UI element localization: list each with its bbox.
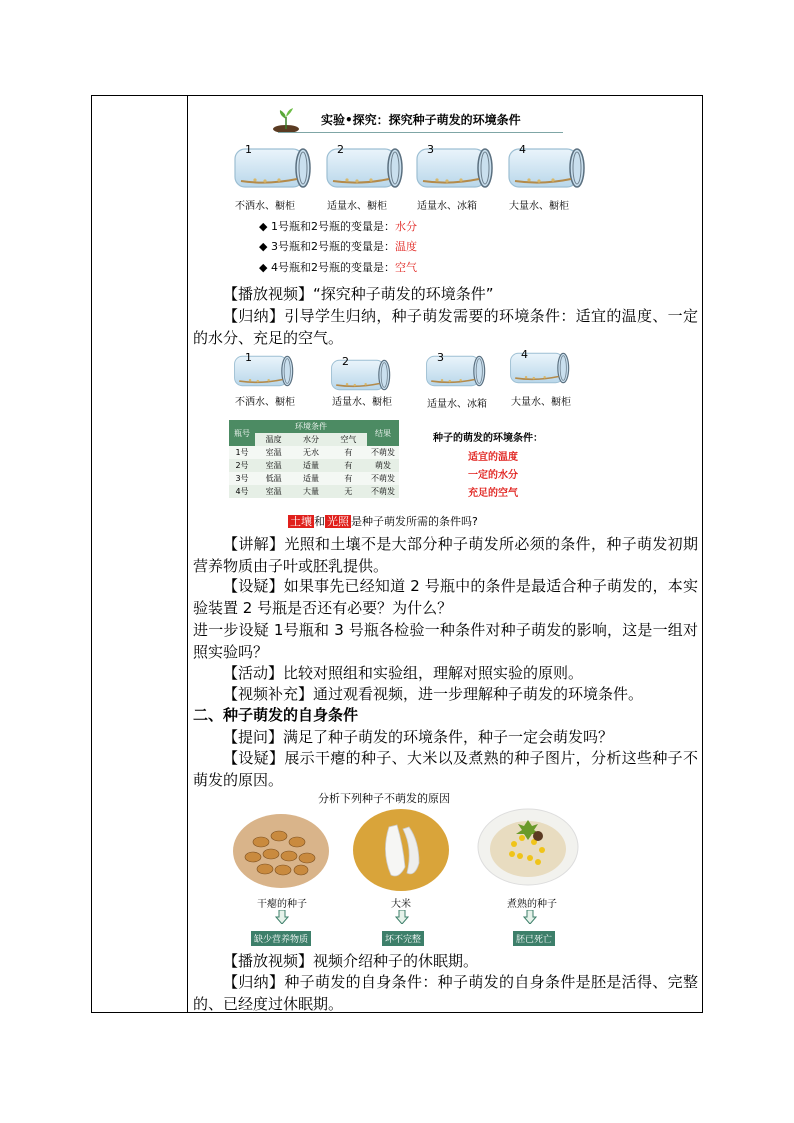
glass-jar-image [233,353,295,393]
condition-item: 一定的水分 [468,470,518,481]
table-header: 瓶号 [229,420,255,446]
table-header: 水分 [292,433,329,446]
glass-jar-image [330,357,392,397]
soil-light-question: 土壤 和 光照 是种子萌发所需的条件吗? [290,515,478,528]
table-header: 环境条件 [255,420,367,433]
table-header: 结果 [367,420,399,446]
table-row: 1号 室温 无水 有 不萌发 [229,446,399,459]
seed-label: 干瘪的种子 [257,899,307,910]
experiment-title: 实验•探究：探究种子萌发的环境条件 [321,113,521,127]
table-header: 空气 [330,433,367,446]
glass-jar-image [509,350,571,390]
variable-item: ◆ 4号瓶和2号瓶的变量是：空气 [259,261,417,274]
paragraph-summary: 【归纳】引导学生归纳，种子萌发需要的环境条件：适宜的温度、一定的水分、充足的空气。 [193,307,698,347]
jar-caption: 适量水、橱柜 [327,201,387,212]
jar-number: 4 [519,143,526,156]
reason-tag: 胚已死亡 [513,931,555,946]
paragraph-play-video: 【播放视频】“探究种子萌发的环境条件” [223,285,494,303]
jar-caption: 大量水、橱柜 [509,201,569,212]
variable-item: ◆ 3号瓶和2号瓶的变量是：温度 [259,240,417,253]
table-row: 2号 室温 适量 有 萌发 [229,459,399,472]
shriveled-seeds-image [231,812,331,890]
paragraph-further-question: 进一步设疑 1号瓶和 3 号瓶各检验一种条件对种子萌发的影响，这是一组对照实验吗？ [193,621,698,661]
condition-item: 适宜的温度 [468,452,518,463]
jar-number: 1 [245,143,252,156]
jar-caption: 适量水、冰箱 [427,399,487,410]
jar-number: 2 [337,143,344,156]
results-table [229,420,399,498]
jar-caption: 适量水、冰箱 [417,201,477,212]
jar-caption: 大量水、橱柜 [511,397,571,408]
sprout-icon [271,105,301,133]
paragraph-explain: 【讲解】光照和土壤不是大部分种子萌发所必须的条件，种子萌发初期营养物质由子叶或胚乳提供。 [193,535,698,575]
reason-tag: 缺少营养物质 [251,931,311,946]
paragraph-video-supplement: 【视频补充】通过观看视频，进一步理解种子萌发的环境条件。 [223,685,644,703]
table-row: 4号 室温 大量 无 不萌发 [229,485,399,498]
down-arrow-icon [275,910,289,924]
cooked-seeds-image [476,806,580,888]
conditions-title: 种子的萌发的环境条件： [433,433,543,444]
reason-tag: 坏不完整 [382,931,424,946]
table-row: 3号 低温 适量 有 不萌发 [229,472,399,485]
paragraph-doubt: 【设疑】展示干瘪的种子、大米以及煮熟的种子图片，分析这些种子不萌发的原因。 [193,749,698,789]
paragraph-dormancy-video: 【播放视频】视频介绍种子的休眠期。 [223,952,479,970]
paragraph-ask: 【提问】满足了种子萌发的环境条件，种子一定会萌发吗？ [223,728,614,746]
jar-caption: 不洒水、橱柜 [235,201,295,212]
down-arrow-icon [523,910,537,924]
seeds-title: 分析下列种子不萌发的原因 [318,792,450,805]
paragraph-activity: 【活动】比较对照组和实验组，理解对照实验的原则。 [223,664,584,682]
jar-number: 3 [437,351,444,364]
condition-item: 充足的空气 [468,488,518,499]
jar-caption: 适量水、橱柜 [332,397,392,408]
jar-number: 3 [427,143,434,156]
variable-item: ◆ 1号瓶和2号瓶的变量是：水分 [259,220,417,233]
section-heading: 二、种子萌发的自身条件 [193,706,359,724]
down-arrow-icon [395,910,409,924]
paragraph-self-conditions: 【归纳】种子萌发的自身条件：种子萌发的自身条件是胚是活得、完整的、已经度过休眠期。 [193,973,698,1013]
paragraph-question: 【设疑】如果事先已经知道 2 号瓶中的条件是最适合种子萌发的，本实验装置 2 号瓶是否还有必要？为什么？ [193,577,698,617]
column-divider [187,95,188,1013]
jar-number: 4 [521,348,528,361]
jar-caption: 不洒水、橱柜 [235,397,295,408]
jar-number: 1 [245,351,252,364]
seed-label: 大米 [391,899,411,910]
glass-jar-image [425,353,487,393]
table-header: 温度 [255,433,292,446]
title-underline [278,132,563,133]
seed-label: 煮熟的种子 [507,899,557,910]
rice-grain-image [351,807,451,893]
jar-number: 2 [342,355,349,368]
